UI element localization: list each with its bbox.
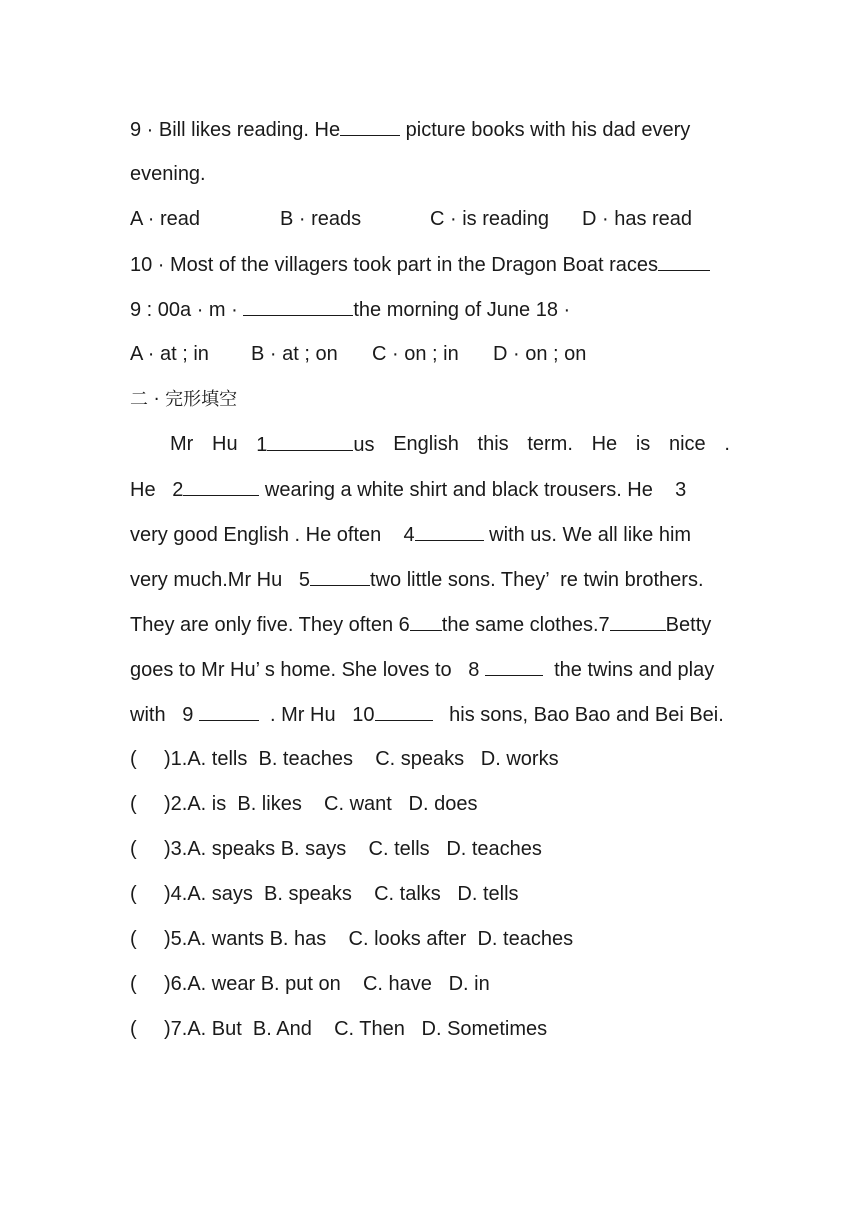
- cloze-blank-1-number: 1: [256, 434, 268, 456]
- cloze-word: nice: [668, 433, 706, 455]
- cloze-text: Betty: [665, 614, 712, 636]
- cloze-text: They are only five. They often 6: [130, 614, 410, 636]
- cloze-word: .: [724, 433, 730, 455]
- cloze-blank-1-line[interactable]: [267, 432, 353, 451]
- choice-row-5: [130, 927, 730, 951]
- q9-option-b[interactable]: B · reads: [280, 208, 362, 230]
- cloze-word: He: [591, 433, 618, 455]
- cloze-blank-2-line[interactable]: [183, 477, 259, 496]
- q10-stem-line2: [130, 297, 730, 322]
- cloze-text: the twins and play: [542, 659, 715, 681]
- answer-paren[interactable]: (: [130, 793, 137, 815]
- answer-paren[interactable]: (: [130, 748, 137, 770]
- q10-option-b[interactable]: B · at ; on: [251, 343, 338, 365]
- q10-options: [130, 342, 730, 366]
- cloze-word: this: [477, 433, 509, 455]
- section-heading-cloze: 二 · 完形填空: [130, 389, 238, 410]
- cloze-word: term.: [527, 433, 573, 455]
- q9-stem-end: picture books with his dad every: [400, 119, 691, 141]
- q9-stem-start: 9 · Bill likes reading. He: [130, 119, 341, 141]
- choice-text: )7.A. But B. And C. Then D. Sometimes: [164, 1018, 548, 1040]
- q10-stem-end: the morning of June 18 ·: [353, 299, 571, 321]
- answer-paren[interactable]: (: [130, 973, 137, 995]
- cloze-blank-1: [256, 432, 374, 457]
- q9-option-d[interactable]: D · has read: [582, 208, 693, 230]
- answer-paren[interactable]: (: [130, 1018, 137, 1040]
- cloze-word: Hu: [212, 433, 238, 455]
- choice-text: )2.A. is B. likes C. want D. does: [164, 793, 478, 815]
- cloze-word: Mr: [170, 433, 194, 455]
- cloze-blank-4-line[interactable]: [415, 522, 484, 541]
- cloze-text: very good English . He often 4: [130, 524, 415, 546]
- answer-paren[interactable]: (: [130, 928, 137, 950]
- cloze-text: two little sons. They’ re twin brothers.: [370, 569, 704, 591]
- cloze-line-2: [130, 477, 730, 502]
- cloze-text: the same clothes.7: [441, 614, 610, 636]
- q10-answer-blank-2[interactable]: [243, 297, 353, 316]
- q9-option-a[interactable]: A · read: [130, 208, 201, 230]
- q9-option-c[interactable]: C · is reading: [430, 208, 549, 230]
- cloze-text: very much.Mr Hu 5: [130, 569, 311, 591]
- cloze-text: wearing a white shirt and black trousers. He 3: [259, 479, 687, 501]
- q10-stem-line1: [130, 252, 730, 277]
- cloze-text: with us. We all like him: [483, 524, 692, 546]
- q10-stem-time: 9 : 00a · m ·: [130, 299, 244, 321]
- choice-row-1: [130, 747, 730, 771]
- cloze-blank-7-line[interactable]: [610, 612, 666, 631]
- q9-options: [130, 207, 730, 231]
- cloze-line-6: [130, 657, 730, 682]
- q9-stem-line1: [130, 117, 730, 142]
- q10-answer-blank-1[interactable]: [658, 252, 710, 271]
- answer-paren[interactable]: (: [130, 838, 137, 860]
- cloze-blank-6-line[interactable]: [410, 612, 442, 631]
- q10-option-a[interactable]: A · at ; in: [130, 343, 209, 365]
- cloze-line-3: [130, 522, 730, 547]
- cloze-line-1: [170, 432, 730, 457]
- choice-row-6: [130, 972, 730, 996]
- choice-row-2: [130, 792, 730, 816]
- choice-row-7: [130, 1017, 730, 1041]
- cloze-text: his sons, Bao Bao and Bei Bei.: [432, 704, 724, 726]
- cloze-blank-9-line[interactable]: [199, 702, 259, 721]
- cloze-blank-10-line[interactable]: [375, 702, 433, 721]
- cloze-word: is: [635, 433, 651, 455]
- cloze-word: us: [353, 434, 375, 456]
- choice-row-3: [130, 837, 730, 861]
- choice-text: )1.A. tells B. teaches C. speaks D. works: [164, 748, 559, 770]
- cloze-text: goes to Mr Hu’ s home. She loves to 8: [130, 659, 485, 681]
- q9-stem-continuation: evening.: [130, 163, 206, 185]
- cloze-line-5: [130, 612, 730, 637]
- choice-text: )3.A. speaks B. says C. tells D. teaches: [164, 838, 542, 860]
- cloze-word: English: [393, 433, 459, 455]
- cloze-text: He 2: [130, 479, 184, 501]
- q9-stem-line2: [130, 162, 730, 186]
- q10-option-c[interactable]: C · on ; in: [372, 343, 459, 365]
- choice-text: )5.A. wants B. has C. looks after D. teaches: [164, 928, 574, 950]
- q10-option-d[interactable]: D · on ; on: [493, 343, 587, 365]
- choice-text: )6.A. wear B. put on C. have D. in: [164, 973, 490, 995]
- cloze-blank-5-line[interactable]: [310, 567, 370, 586]
- choice-row-4: [130, 882, 730, 906]
- answer-paren[interactable]: (: [130, 883, 137, 905]
- q9-answer-blank[interactable]: [340, 117, 400, 136]
- cloze-text: with 9: [130, 704, 199, 726]
- q10-stem-start: 10 · Most of the villagers took part in the Dragon Boat races: [130, 254, 659, 276]
- cloze-line-7: [130, 702, 730, 727]
- cloze-blank-8-line[interactable]: [485, 657, 543, 676]
- cloze-line-4: [130, 567, 730, 592]
- cloze-text: . Mr Hu 10: [258, 704, 375, 726]
- choice-text: )4.A. says B. speaks C. talks D. tells: [164, 883, 519, 905]
